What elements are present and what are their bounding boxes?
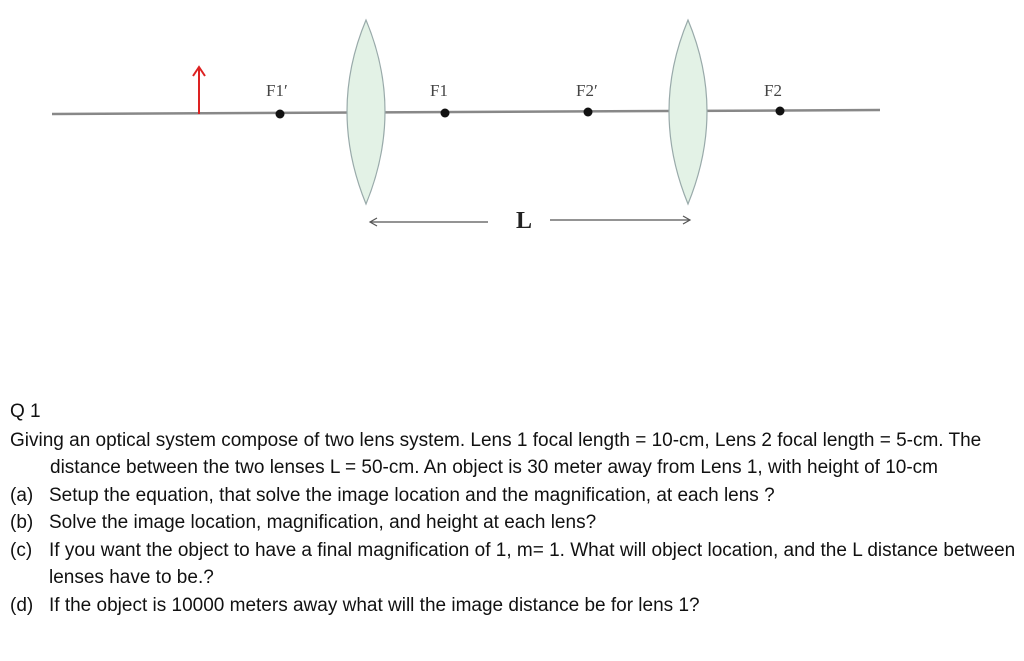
part-text: If you want the object to have a final magnification of 1, m= 1. What will object location, and the L distance between lenses have to be.? [49,539,1016,588]
label-f2: F2 [764,81,782,100]
optical-axis [52,110,880,114]
distance-label: L [516,208,533,234]
part-label: (d) [10,594,34,616]
focal-point-f2 [776,107,785,116]
two-lens-diagram [0,0,1024,260]
part-label: (a) [10,484,34,506]
part-text: If the object is 10000 meters away what will the image distance be for lens 1? [49,594,700,616]
question-block [10,398,1020,619]
question-part-c [10,537,1020,592]
label-f2-prime: F2′ [576,81,598,100]
question-intro: Giving an optical system compose of two lens system. Lens 1 focal length = 10-cm, Lens 2 focal length = 5-cm. The distance between the two lenses L = 50-cm. An object is 30 meter away from Lens 1, with height of 10-cm [10,429,982,478]
part-label: (b) [10,512,34,533]
focal-point-f1-prime [276,110,285,119]
part-label: (c) [10,539,33,561]
label-f1-prime: F1′ [266,81,288,100]
question-part-d [10,592,1020,620]
part-text: Solve the image location, magnification, and height at each lens? [49,512,597,533]
object-arrow [193,67,205,114]
lens-2 [669,20,707,204]
question-title: Q 1 [10,401,41,422]
label-f1: F1 [430,81,448,100]
part-text: Setup the equation, that solve the image location and the magnification, at each lens ? [49,484,775,506]
focal-point-f2-prime [584,108,593,117]
question-part-a [10,482,1020,510]
focal-point-f1 [441,109,450,118]
lens-1 [347,20,385,204]
question-part-b [10,509,1020,537]
